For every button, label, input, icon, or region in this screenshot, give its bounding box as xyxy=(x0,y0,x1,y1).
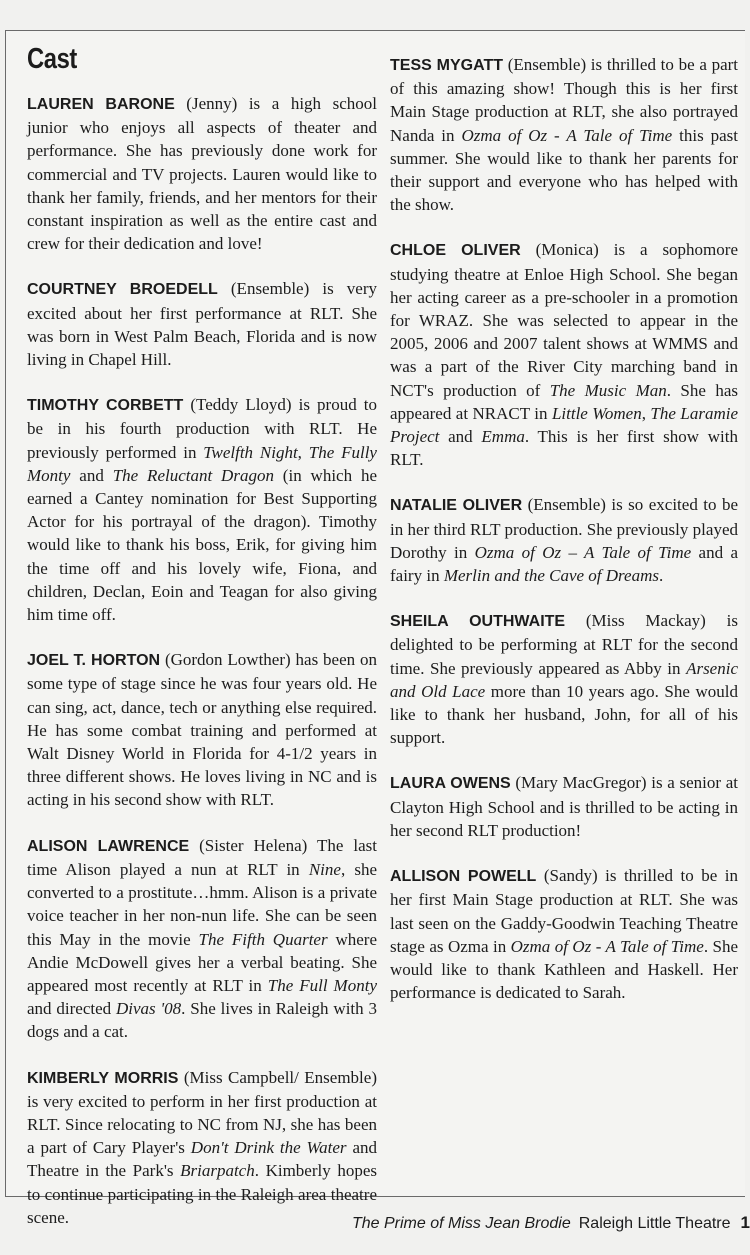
production-title: Emma xyxy=(481,427,525,447)
production-title: The Fifth Quarter xyxy=(198,929,328,949)
production-title: The Full Monty xyxy=(267,975,377,995)
production-title: The Music Man xyxy=(549,380,667,400)
production-title: The Laramie Project xyxy=(390,403,738,447)
production-title: Divas '08 xyxy=(116,999,182,1019)
production-title: Merlin and the Cave of Dreams xyxy=(443,566,659,586)
cast-name: KIMBERLY MORRIS xyxy=(27,1069,179,1087)
left-column xyxy=(27,31,378,1227)
footer-theatre-name: Raleigh Little Theatre xyxy=(578,1215,731,1232)
production-title: Arsenic and Old Lace xyxy=(390,658,738,701)
bio-lauren-barone: LAUREN BARONE (Jenny) is a high school junior who enjoys all aspects of theater and performance. She has previously done work for commercial and TV projects. Lauren would like to thank her family, friends, and her mentors for their constant inspiration as well as the entire cast and crew for their dedication and love! xyxy=(27,94,377,254)
page-number: 1 xyxy=(740,1213,750,1232)
production-title: Little Women xyxy=(551,403,642,423)
bio-tess-mygatt: TESS MYGATT (Ensemble) is thrilled to be a part of this amazing show! Though this is her first Main Stage production at RLT, she also portrayed Nanda in Ozma of Oz - A Tale of Time this past summer. She would like to thank her parents for their support and everyone who has helped with the show. xyxy=(390,55,739,215)
bio-kimberly-morris: KIMBERLY MORRIS (Miss Campbell/ Ensemble) is very excited to perform in her first production at RLT. Since relocating to NC from NJ, she has been a part of Cary Player's Don't Drink the Water and Theatre in the Park's Briarpatch. Kimberly hopes to continue participating in the Raleigh area theatre scene. xyxy=(27,1067,377,1227)
production-title: Ozma of Oz – A Tale of Time xyxy=(474,542,692,562)
production-title: The Reluctant Dragon xyxy=(112,465,274,485)
page-footer xyxy=(0,1213,750,1233)
bio-timothy-corbett: TIMOTHY CORBETT (Teddy Lloyd) is proud to be in his fourth production with RLT. He previously performed in Twelfth Night, The Fully Monty and The Reluctant Dragon (in which he earned a Cantey nomination for Best Supporting Actor for his portrayal of the dragon). Timothy would like to thank his boss, Erik, for giving him the time off and his lovely wife, Fiona, and children, Declan, Eoin and Teagan for also giving him time off. xyxy=(27,395,377,625)
footer-show-title: The Prime of Miss Jean Brodie xyxy=(351,1215,571,1232)
right-column xyxy=(390,31,738,1196)
bio-chloe-oliver: CHLOE OLIVER (Monica) is a sophomore studying theatre at Enloe High School. She began her acting career as a pre-schooler in a promotion for WRAZ. She was selected to appear in the 2005, 2006 and 2007 talent shows at WMMS and was a part of the River City marching band in NCT's production of The Music Man. She has appeared at NRACT in Little Women, The Laramie Project and Emma. This is her first show with RLT. xyxy=(390,240,738,470)
cast-name: LAUREN BARONE xyxy=(27,96,175,113)
bio-laura-owens: LAURA OWENS (Mary MacGregor) is a senior at Clayton High School and is thrilled to be acting in her second RLT production! xyxy=(390,773,738,840)
cast-name: ALLISON POWELL xyxy=(390,868,537,886)
production-title: Twelfth Night xyxy=(203,442,298,462)
bio-courtney-broedell: COURTNEY BROEDELL (Ensemble) is very excited about her first performance at RLT. She was born in West Palm Beach, Florida and is now living in Chapel Hill. xyxy=(27,279,378,370)
cast-name: LAURA OWENS xyxy=(390,775,511,793)
page-title: Cast xyxy=(27,43,77,75)
cast-name: COURTNEY BROEDELL xyxy=(27,281,218,299)
cast-name: ALISON LAWRENCE xyxy=(27,837,190,855)
production-title: The Fully Monty xyxy=(27,442,377,485)
cast-name: NATALIE OLIVER xyxy=(390,497,523,515)
production-title: Don't Drink the Water xyxy=(190,1138,347,1158)
bio-joel-horton: JOEL T. HORTON (Gordon Lowther) has been on some type of stage since he was four years old. He can sing, act, dance, tech or anything else required. He has some combat training and performed at Walt Disney World in Florida for 4-1/2 years in three different shows. He loves living in NC and is acting in his second show with RLT. xyxy=(27,650,377,810)
cast-name: TESS MYGATT xyxy=(390,57,504,74)
bio-natalie-oliver: NATALIE OLIVER (Ensemble) is so excited to be in her third RLT production. She previously played Dorothy in Ozma of Oz – A Tale of Time and a fairy in Merlin and the Cave of Dreams. xyxy=(390,495,739,586)
bio-sheila-outhwaite: SHEILA OUTHWAITE (Miss Mackay) is delighted to be performing at RLT for the second time. She previously appeared as Abby in Arsenic and Old Lace more than 10 years ago. She would like to thank her husband, John, for all of his support. xyxy=(390,611,738,748)
production-title: Nine xyxy=(308,859,341,879)
production-title: Ozma of Oz - A Tale of Time xyxy=(461,125,673,145)
cast-name: SHEILA OUTHWAITE xyxy=(390,613,566,631)
cast-name: CHLOE OLIVER xyxy=(390,242,521,260)
bio-alison-lawrence: ALISON LAWRENCE (Sister Helena) The last time Alison played a nun at RLT in Nine, she converted to a prostitute…hmm. Alison is a private voice teacher in her non-nun life. She can be seen this May in the movie The Fifth Quarter where Andie McDowell gives her a verbal beating. She appeared most recently at RLT in The Full Monty and directed Divas '08. She lives in Raleigh with 3 dogs and a cat. xyxy=(27,835,377,1042)
production-title: Briarpatch xyxy=(180,1161,255,1181)
production-title: Ozma of Oz - A Tale of Time xyxy=(510,936,704,956)
cast-name: JOEL T. HORTON xyxy=(27,652,161,670)
cast-name: TIMOTHY CORBETT xyxy=(27,397,184,415)
bio-allison-powell: ALLISON POWELL (Sandy) is thrilled to be in her first Main Stage production at RLT. She was last seen on the Gaddy-Goodwin Teaching Theatre stage as Ozma in Ozma of Oz - A Tale of Time. She would like to thank Kathleen and Haskell. Her performance is dedicated to Sarah. xyxy=(390,866,739,1003)
